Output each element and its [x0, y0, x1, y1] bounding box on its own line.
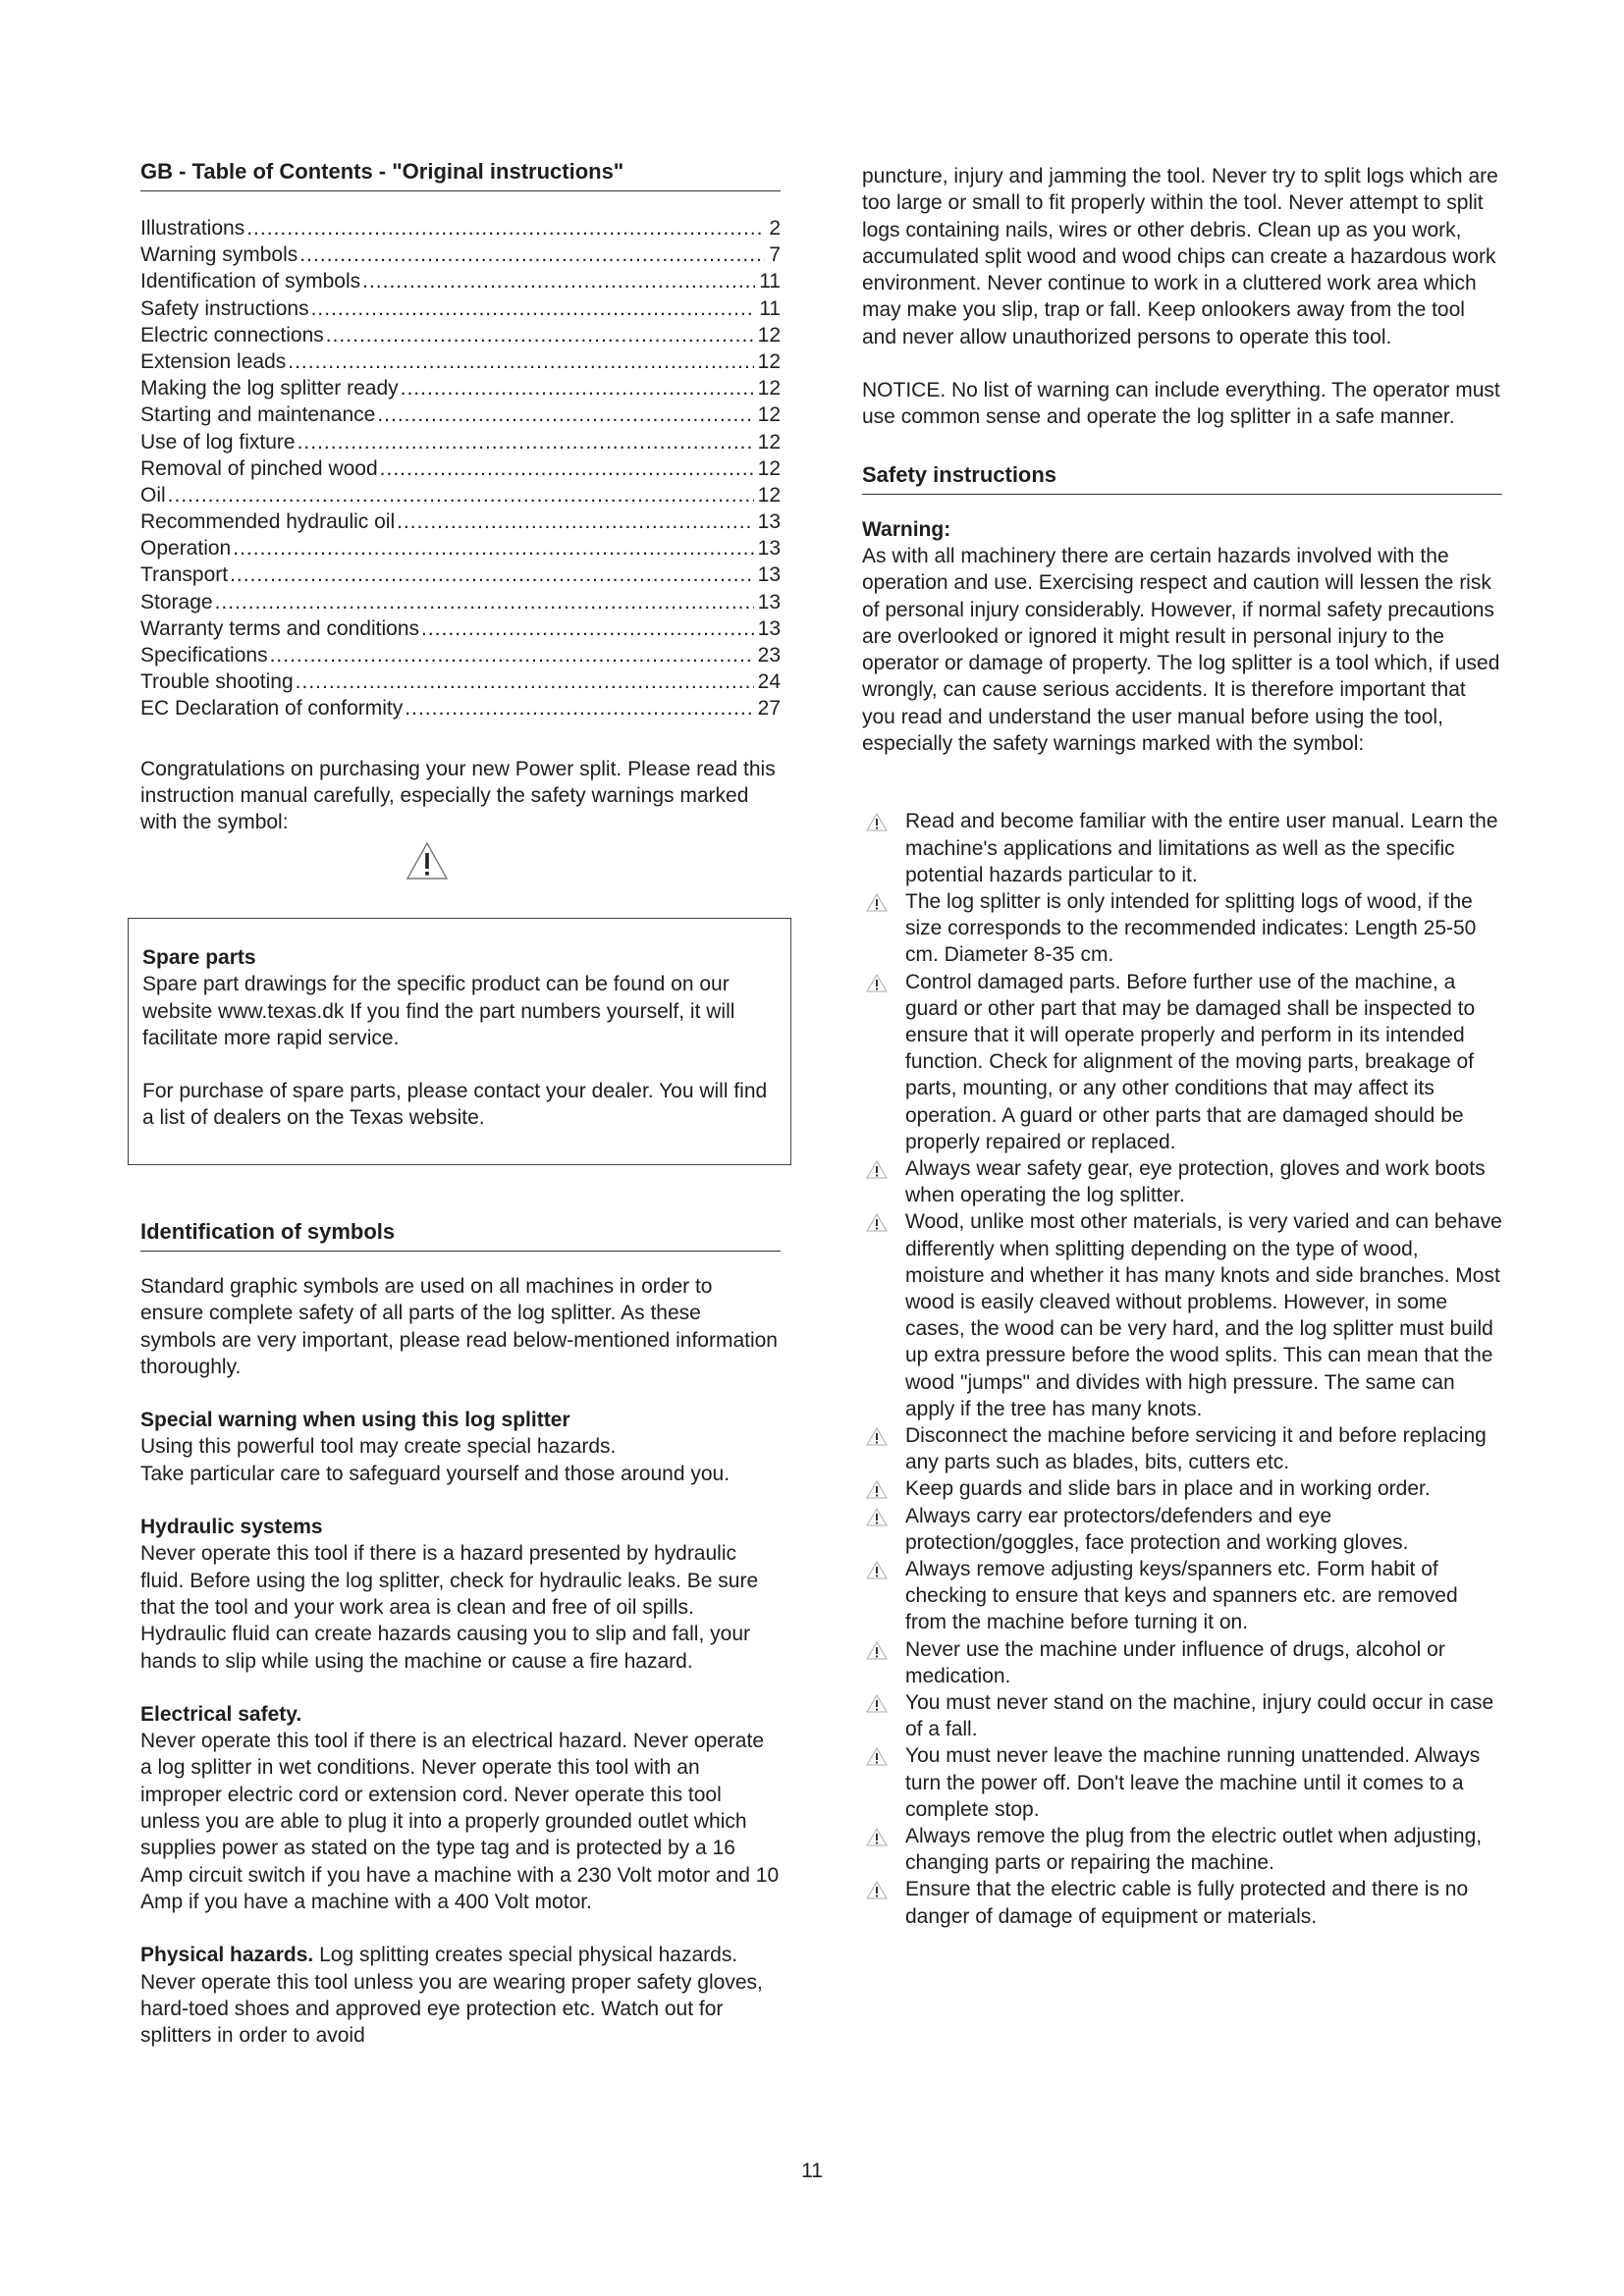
warning-triangle-icon	[862, 1636, 905, 1663]
safety-bullet-list	[862, 808, 1502, 1930]
toc-leader-dots	[377, 401, 753, 428]
toc-leader-dots	[230, 561, 754, 588]
toc-leader-dots	[380, 455, 754, 482]
safety-bullet	[862, 1422, 1502, 1475]
toc-entry-page: 11	[759, 296, 781, 320]
toc-entry-title: Extension leads	[140, 349, 287, 373]
toc-entry-page: 12	[757, 377, 781, 400]
safety-bullet	[862, 1823, 1502, 1876]
toc-entry-title: Making the log splitter ready	[140, 377, 399, 400]
warning-text: As with all machinery there are certain hazards involved with the operation and use. Exercising respect and caution will lessen the risk of personal injury considerably. However, if normal safety precautions are overlooked or ignored it might result in personal injury to the operator or damage of property. The log splitter is a tool which, if used wrongly, can cause serious accidents. It is therefore important that you read and understand the user manual before using the tool, especially the safety warnings marked with the symbol:	[862, 544, 1500, 756]
toc-entry	[140, 348, 781, 375]
warning-triangle-icon	[406, 841, 449, 881]
toc-entry	[140, 561, 781, 588]
toc-entry-page: 12	[757, 456, 781, 480]
toc-leader-dots	[397, 508, 754, 535]
safety-bullet-text: Never use the machine under influence of drugs, alcohol or medication.	[905, 1637, 1445, 1687]
toc-leader-dots	[405, 695, 753, 721]
toc-entry-title: Warranty terms and conditions	[140, 616, 420, 640]
warning-triangle-icon	[862, 1876, 905, 1902]
special-warning-text-2: Take particular care to safeguard yourself and those around you.	[140, 1462, 731, 1485]
safety-bullet	[862, 1155, 1502, 1208]
intro-text: Congratulations on purchasing your new Power split. Please read this instruction manual carefully, especially the safety warnings marked with the symbol:	[140, 757, 776, 834]
toc-entry-page: 24	[757, 670, 781, 694]
toc-entry	[140, 429, 781, 455]
spare-parts-box	[128, 918, 791, 1165]
toc-entry-title: Removal of pinched wood	[140, 456, 378, 480]
safety-bullet	[862, 808, 1502, 888]
toc-entry-page: 7	[769, 243, 781, 267]
safety-bullet	[862, 1475, 1502, 1502]
toc-entry	[140, 535, 781, 561]
safety-bullet-text: Wood, unlike most other materials, is very varied and can behave differently when splitting depending on the type of wood, moisture and whether it has many knots and side branches. Most wood is easily cleaved without problems. However, in some cases, the wood can be very hard, and the log splitter must build up extra pressure before the wood splits. This can mean that the wood "jumps" and divides with high pressure. The same can apply if the tree has many knots.	[905, 1210, 1502, 1420]
safety-bullet-text: The log splitter is only intended for splitting logs of wood, if the size corresponds to the recommended indicates: Length 25-50 cm. Diameter 8-35 cm.	[905, 889, 1477, 967]
identification-section	[140, 1217, 781, 2049]
toc-leader-dots	[288, 348, 753, 375]
spare-parts-text: Spare part drawings for the specific product can be found on our website www.texas.dk If you find the part numbers yourself, it will facilitate more rapid service.	[142, 973, 735, 1049]
warning-triangle-icon	[862, 1155, 905, 1182]
safety-bullet-text: Read and become familiar with the entire user manual. Learn the machine's applications and limitations as well as the specific potential hazards particular to it.	[905, 810, 1498, 886]
toc-leader-dots	[401, 375, 754, 401]
warning-triangle-icon	[862, 1208, 905, 1235]
toc-entry	[140, 668, 781, 695]
toc-entry-page: 13	[757, 510, 781, 534]
toc-leader-dots	[296, 668, 754, 695]
toc-entry-title: Trouble shooting	[140, 670, 294, 694]
toc-leader-dots	[421, 615, 754, 642]
toc-entry-page: 13	[757, 616, 781, 640]
special-warning-title: Special warning when using this log splitter	[140, 1409, 570, 1432]
electrical-title: Electrical safety.	[140, 1702, 302, 1726]
toc-entry-page: 11	[759, 270, 781, 294]
safety-bullet-text: Always remove the plug from the electric outlet when adjusting, changing parts or repairing the machine.	[905, 1825, 1483, 1875]
toc-entry	[140, 615, 781, 642]
toc-entry	[140, 401, 781, 428]
toc-leader-dots	[311, 295, 756, 322]
toc-entry-title: Illustrations	[140, 217, 245, 240]
toc-entry	[140, 482, 781, 508]
toc-entry-title: Oil	[140, 483, 166, 507]
notice-text: NOTICE. No list of warning can include everything. The operator must use common sense and operate the log splitter in a safe manner.	[862, 379, 1500, 429]
warning-triangle-icon	[862, 1422, 905, 1449]
toc-entry-page: 13	[757, 563, 781, 587]
hydraulic-title: Hydraulic systems	[140, 1516, 323, 1539]
safety-bullet-text: You must never stand on the machine, injury could occur in case of a fall.	[905, 1691, 1494, 1741]
toc-leader-dots	[246, 215, 765, 241]
toc-entry-page: 13	[757, 537, 781, 561]
toc-entry	[140, 695, 781, 721]
safety-bullet	[862, 1636, 1502, 1689]
toc-entry-title: Operation	[140, 537, 232, 561]
safety-bullet	[862, 1208, 1502, 1422]
toc-entry	[140, 642, 781, 668]
warning-triangle-icon	[862, 969, 905, 995]
safety-bullet-text: Keep guards and slide bars in place and in working order.	[905, 1477, 1431, 1501]
toc-leader-dots	[215, 589, 754, 615]
safety-bullet-text: Always remove adjusting keys/spanners etc. Form habit of checking to ensure that keys and spanners etc. are removed from the machine before turning it on.	[905, 1558, 1458, 1634]
safety-bullet	[862, 1556, 1502, 1636]
toc-entry-title: Specifications	[140, 644, 268, 667]
toc-entry	[140, 375, 781, 401]
warning-triangle-icon	[862, 1475, 905, 1502]
toc-entry	[140, 508, 781, 535]
toc-leader-dots	[298, 429, 754, 455]
special-warning-text-1: Using this powerful tool may create special hazards.	[140, 1435, 617, 1459]
toc-leader-dots	[270, 642, 754, 668]
toc-entry-title: Storage	[140, 590, 213, 614]
warning-triangle-icon	[862, 1556, 905, 1582]
warning-title: Warning:	[862, 517, 951, 541]
right-column	[862, 163, 1502, 1946]
hydraulic-text: Never operate this tool if there is a hazard presented by hydraulic fluid. Before using the log splitter, check for hydraulic leaks. Be sure that the tool and your work area is clean and free of oil spills. Hydraulic fluid can create hazards causing you to slip and fall, your hands to slip while using the machine or cause a fire hazard.	[140, 1542, 759, 1673]
toc-entry	[140, 455, 781, 482]
physical-hazards-paragraph	[140, 1942, 781, 2049]
toc-entry-title: Safety instructions	[140, 296, 309, 320]
toc-entry	[140, 322, 781, 348]
warning-triangle-icon	[862, 1823, 905, 1849]
toc-leader-dots	[233, 535, 753, 561]
toc-entry-page: 27	[757, 697, 781, 721]
warning-triangle-icon	[862, 888, 905, 915]
toc-entry-page: 23	[757, 644, 781, 667]
toc-entry-title: Recommended hydraulic oil	[140, 510, 396, 534]
toc-entry-title: EC Declaration of conformity	[140, 697, 404, 721]
toc-entry-page: 2	[769, 217, 781, 240]
safety-bullet	[862, 1689, 1502, 1742]
safety-instructions-heading: Safety instructions	[862, 460, 1502, 495]
safety-bullet	[862, 1876, 1502, 1929]
toc-entry-page: 12	[757, 403, 781, 427]
toc-entry-title: Warning symbols	[140, 243, 298, 267]
safety-bullet-text: Ensure that the electric cable is fully protected and there is no danger of damage of equipment or materials.	[905, 1878, 1469, 1928]
identification-text: Standard graphic symbols are used on all machines in order to ensure complete safety of all parts of the log splitter. As these symbols are very important, please read below-mentioned information thoroughly.	[140, 1275, 778, 1378]
toc-entry-page: 12	[757, 483, 781, 507]
page-number: 11	[801, 2160, 823, 2182]
safety-bullet-text: Always wear safety gear, eye protection, gloves and work boots when operating the log splitter.	[905, 1156, 1486, 1207]
toc-heading: GB - Table of Contents - "Original instructions"	[140, 157, 781, 191]
toc-leader-dots	[168, 482, 754, 508]
toc-entry-page: 12	[757, 349, 781, 373]
toc-entry-title: Use of log fixture	[140, 430, 296, 454]
warning-triangle-icon	[862, 808, 905, 834]
toc-entry	[140, 215, 781, 241]
warning-triangle-icon	[862, 1689, 905, 1716]
physical-hazards-title: Physical hazards.	[140, 1944, 314, 1967]
safety-bullet-text: Disconnect the machine before servicing it and before replacing any parts such as blades, bits, cutters etc.	[905, 1424, 1487, 1474]
safety-bullet-text: Control damaged parts. Before further use of the machine, a guard or other part that may be damaged shall be inspected to ensure that it will operate properly and perform in its intended function. Check for alignment of the moving parts, breakage of parts, mounting, or any other conditions that may affect its operation. A guard or other parts that are damaged should be properly repaired or replaced.	[905, 970, 1476, 1153]
physical-hazards-text: Log splitting creates special physical hazards. Never operate this tool unless you are wearing proper safety gloves, hard-toed shoes and approved eye protection etc. Watch out for splitters in order to avoid	[140, 1944, 763, 2048]
toc-entry	[140, 295, 781, 322]
safety-bullet	[862, 969, 1502, 1155]
spare-parts-dealer-text: For purchase of spare parts, please contact your dealer. You will find a list of dealers on the Texas website.	[142, 1080, 768, 1130]
toc-entry-title: Electric connections	[140, 323, 324, 347]
toc-entry	[140, 268, 781, 294]
warning-triangle-icon	[862, 1503, 905, 1529]
electrical-text: Never operate this tool if there is an electrical hazard. Never operate a log splitter in wet conditions. Never operate this tool with an improper electric cord or extension cord. Never operate this tool unless you are able to plug it into a properly grounded outlet which supplies power as stated on the type tag and is protected by a 16 Amp circuit switch if you have a machine with a 230 Volt motor and 10 Amp if you have a machine with a 400 Volt motor.	[140, 1730, 780, 1913]
toc-entry-title: Starting and maintenance	[140, 403, 376, 427]
toc-entry-title: Identification of symbols	[140, 270, 361, 294]
toc-entry-page: 12	[757, 430, 781, 454]
safety-bullet-text: Always carry ear protectors/defenders and eye protection/goggles, face protection and working gloves.	[905, 1504, 1409, 1554]
safety-bullet	[862, 1503, 1502, 1556]
left-column	[140, 157, 781, 881]
safety-bullet-text: You must never leave the machine running unattended. Always turn the power off. Don't leave the machine until it comes to a complete stop.	[905, 1744, 1481, 1821]
toc-leader-dots	[326, 322, 754, 348]
toc-list	[140, 215, 781, 722]
spare-parts-title: Spare parts	[142, 946, 256, 969]
toc-entry	[140, 241, 781, 268]
warning-triangle-icon	[862, 1742, 905, 1769]
safety-bullet	[862, 888, 1502, 969]
toc-entry-page: 13	[757, 590, 781, 614]
identification-heading: Identification of symbols	[140, 1217, 781, 1252]
toc-entry-page: 12	[757, 323, 781, 347]
continued-text: puncture, injury and jamming the tool. Never try to split logs which are too large or small to fit properly within the tool. Never attempt to split logs containing nails, wires or other debris. Clean up as you work, accumulated split wood and wood chips can create a hazardous work environment. Never continue to work in a cluttered work area which may make you slip, trap or fall. Keep onlookers away from the tool and never allow unauthorized persons to operate this tool.	[862, 165, 1498, 348]
toc-leader-dots	[362, 268, 755, 294]
safety-bullet	[862, 1742, 1502, 1823]
toc-entry-title: Transport	[140, 563, 229, 587]
toc-leader-dots	[299, 241, 765, 268]
toc-entry	[140, 589, 781, 615]
